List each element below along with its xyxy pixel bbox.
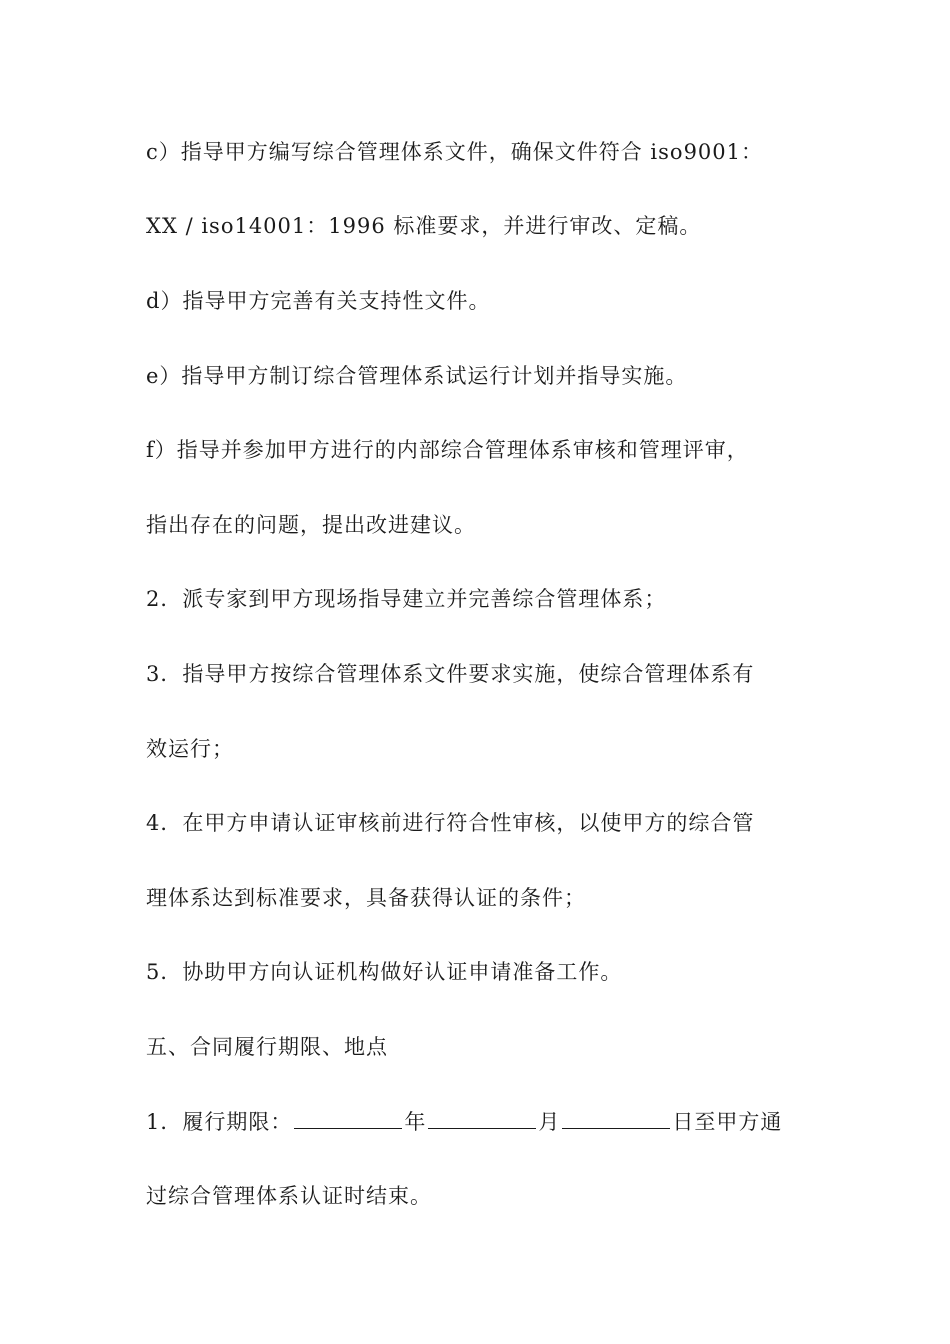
day-blank — [562, 1108, 670, 1129]
paragraph-line: 2．派专家到甲方现场指导建立并完善综合管理体系； — [146, 587, 667, 611]
year-label: 年 — [404, 1110, 427, 1134]
term-prefix: 1．履行期限： — [146, 1110, 293, 1134]
term-suffix: 日至甲方通 — [672, 1110, 783, 1134]
paragraph-line: e）指导甲方制订综合管理体系试运行计划并指导实施。 — [146, 364, 688, 388]
paragraph-line: 指出存在的问题，提出改进建议。 — [146, 513, 476, 537]
paragraph-line: 理体系达到标准要求，具备获得认证的条件； — [146, 886, 586, 910]
term-line — [146, 1107, 816, 1137]
paragraph-line: c）指导甲方编写综合管理体系文件，确保文件符合 iso9001： — [146, 140, 764, 164]
paragraph-line: 4．在甲方申请认证审核前进行符合性审核，以使甲方的综合管 — [146, 811, 755, 835]
section-heading: 五、合同履行期限、地点 — [146, 1035, 388, 1059]
paragraph-line: XX / iso14001：1996 标准要求，并进行审改、定稿。 — [146, 214, 702, 238]
year-blank — [294, 1108, 402, 1129]
paragraph-line: 过综合管理体系认证时结束。 — [146, 1184, 432, 1208]
paragraph-line: 3．指导甲方按综合管理体系文件要求实施，使综合管理体系有 — [146, 662, 755, 686]
month-blank — [428, 1108, 536, 1129]
paragraph-line: 5．协助甲方向认证机构做好认证申请准备工作。 — [146, 960, 623, 984]
paragraph-line: 效运行； — [146, 737, 234, 761]
paragraph-line: d）指导甲方完善有关支持性文件。 — [146, 289, 491, 313]
paragraph-line: f）指导并参加甲方进行的内部综合管理体系审核和管理评审， — [146, 438, 749, 462]
month-label: 月 — [538, 1110, 561, 1134]
